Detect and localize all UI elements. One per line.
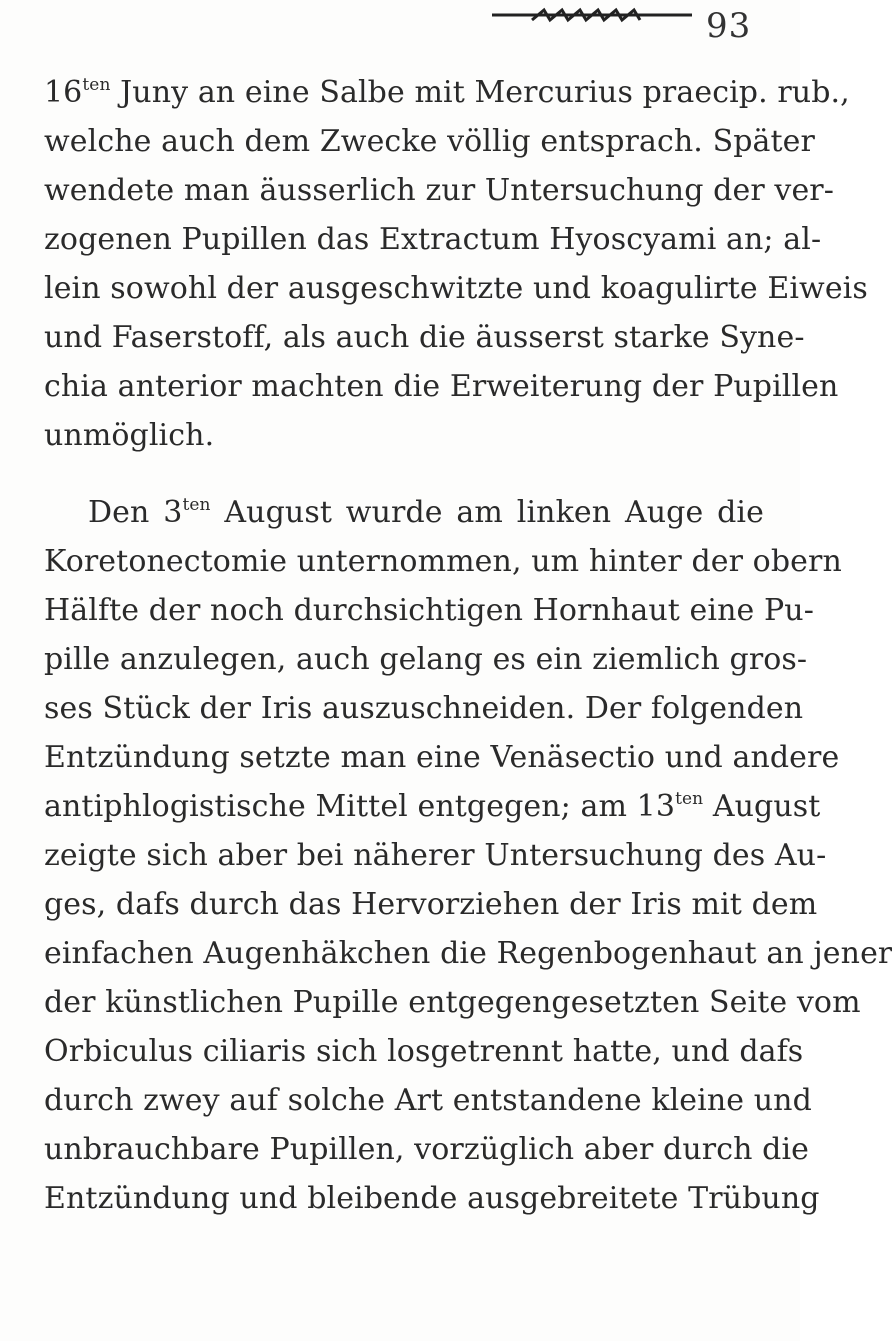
text-line: unmöglich. <box>44 418 215 453</box>
body-text <box>44 68 892 1223</box>
text-line: Orbiculus ciliaris sich losgetrennt hatte, und dafs <box>44 1034 804 1069</box>
text-line: antiphlogistische Mittel entgegen; am $13^{ten}$ August <box>44 789 821 824</box>
text-line: unbrauchbare Pupillen, vorzüglich aber durch die <box>44 1132 810 1167</box>
text-line: chia anterior machten die Erweiterung der Pupillen <box>44 369 839 404</box>
text-line: pille anzulegen, auch gelang es ein ziemlich gros- <box>44 642 808 677</box>
text-line: wendete man äusserlich zur Untersuchung der ver- <box>44 173 834 208</box>
text-line: der künstlichen Pupille entgegengesetzten Seite vom <box>44 985 861 1020</box>
text-line: Entzündung und bleibende ausgebreitete Trübung <box>44 1181 820 1216</box>
text-line: durch zwey auf solche Art entstandene kleine und <box>44 1083 812 1118</box>
text-line: zeigte sich aber bei näherer Untersuchung des Au- <box>44 838 827 873</box>
text-line: und Faserstoff, als auch die äusserst starke Syne- <box>44 320 805 355</box>
text-line: lein sowohl der ausgeschwitzte und koagulirte Eiweis <box>44 271 868 306</box>
text-line: Hälfte der noch durchsichtigen Hornhaut eine Pu- <box>44 593 814 628</box>
superscript: ten <box>82 75 111 95</box>
text-line: $16^{ten}$ Juny an eine Salbe mit Mercurius praecip. rub., <box>44 75 850 110</box>
superscript: ten <box>675 789 704 809</box>
text-line: ses Stück der Iris auszuschneiden. Der folgenden <box>44 691 804 726</box>
paragraph-2 <box>44 488 892 1223</box>
text-line: einfachen Augenhäkchen die Regenbogenhaut an jener <box>44 936 892 971</box>
page-number: 93 <box>706 6 752 46</box>
text-line: Den $3^{ten}$ August wurde am linken Auge die <box>88 495 764 530</box>
text-line: ges, dafs durch das Hervorziehen der Iris mit dem <box>44 887 818 922</box>
paragraph-1 <box>44 68 868 460</box>
superscript: ten <box>182 495 211 515</box>
text-line: zogenen Pupillen das Extractum Hyoscyami an; al- <box>44 222 822 257</box>
text-line: welche auch dem Zwecke völlig entsprach. Später <box>44 124 815 159</box>
text-line: Entzündung setzte man eine Venäsectio und andere <box>44 740 840 775</box>
text-line: Koretonectomie unternommen, um hinter der obern <box>44 544 842 579</box>
header-ornament <box>492 8 692 22</box>
